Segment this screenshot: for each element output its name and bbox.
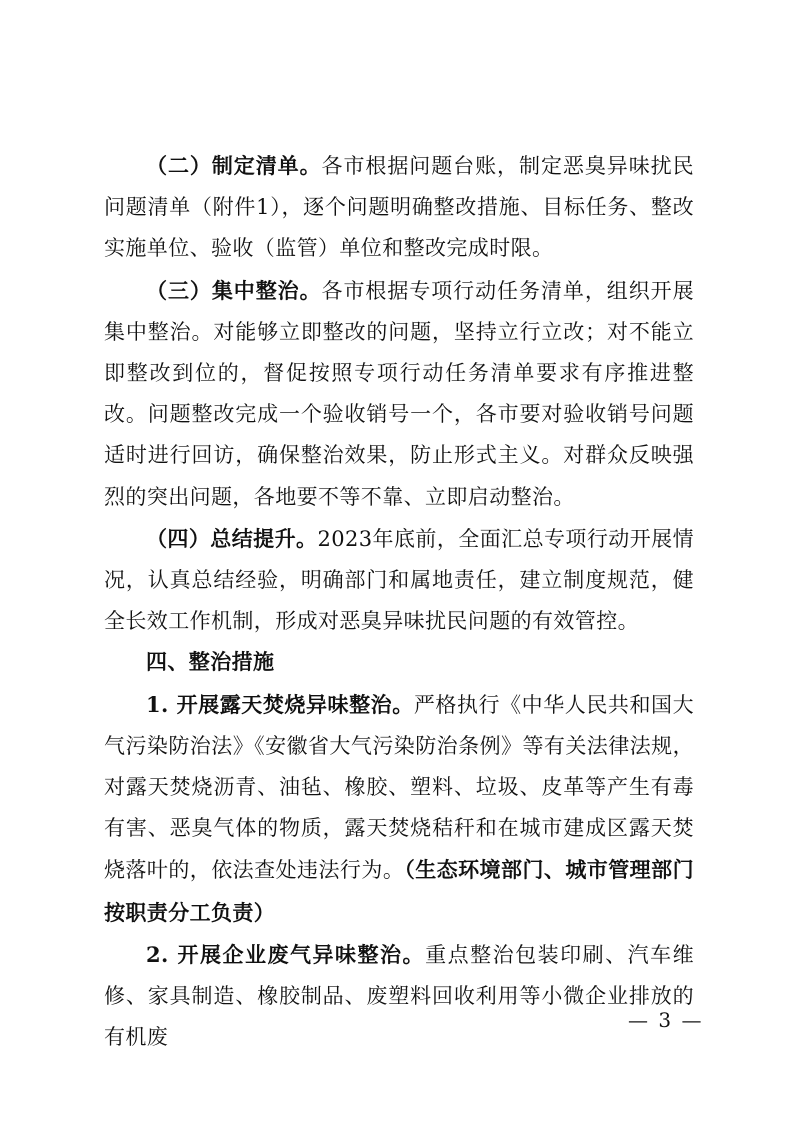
page-number: — 3 — [628, 1008, 704, 1032]
paragraph-text: 重点整治包装印刷、汽车维修、家具制造、橡胶制品、废塑料回收利用等小微企业排放的有机废 [104, 942, 694, 1050]
paragraph-text: 2023年底前，全面汇总专项行动开展情况，认真总结经验，明确部门和属地责任，建立制度规范，健全长效工作机制，形成对恶臭异味扰民问题的有效管控。 [104, 526, 694, 634]
section-heading-measures: 四、整治措施 [146, 650, 275, 675]
paragraph-centralized-rectification [104, 270, 694, 518]
paragraph-enterprise-exhaust [104, 934, 694, 1059]
paragraph-lead: （二）制定清单。 [146, 153, 322, 178]
paragraph-text: 严格执行《中华人民共和国大气污染防治法》《安徽省大气污染防治条例》等有关法律法规，对露天焚烧沥青、油毡、橡胶、塑料、垃圾、皮革等产生有毒有害、恶臭气体的物质，露天焚烧秸秆和在城市建成区露天焚烧落叶的，依法查处违法行为。 [104, 692, 694, 883]
paragraph-open-burning [104, 684, 694, 934]
paragraph-text: 各市根据问题台账，制定恶臭异味扰民问题清单（附件1），逐个问题明确整改措施、目标任务、整改实施单位、验收（监管）单位和整改完成时限。 [104, 154, 694, 261]
paragraph-summary-improvement [104, 518, 694, 643]
responsibility-note: （生态环境部门、城市管理部门按职责分工负责） [104, 857, 694, 925]
paragraph-text: 各市根据专项行动任务清单，组织开展集中整治。对能够立即整改的问题，坚持立行立改；对不能立即整改到位的，督促按照专项行动任务清单要求有序推进整改。问题整改完成一个验收销号一个，各市要对验收销号问题适时进行回访，确保整治效果，防止形式主义。对群众反映强烈的突出问题，各地要不等不靠、立即启动整治。 [104, 278, 694, 509]
paragraph-lead: 2. 开展企业废气异味整治。 [146, 941, 426, 967]
paragraph-make-list [104, 145, 694, 270]
paragraph-lead: （四）总结提升。 [146, 525, 318, 551]
paragraph-lead: （三）集中整治。 [146, 277, 322, 303]
paragraph-lead: 1. 开展露天焚烧异味整治。 [146, 691, 414, 717]
document-body [104, 145, 694, 1058]
